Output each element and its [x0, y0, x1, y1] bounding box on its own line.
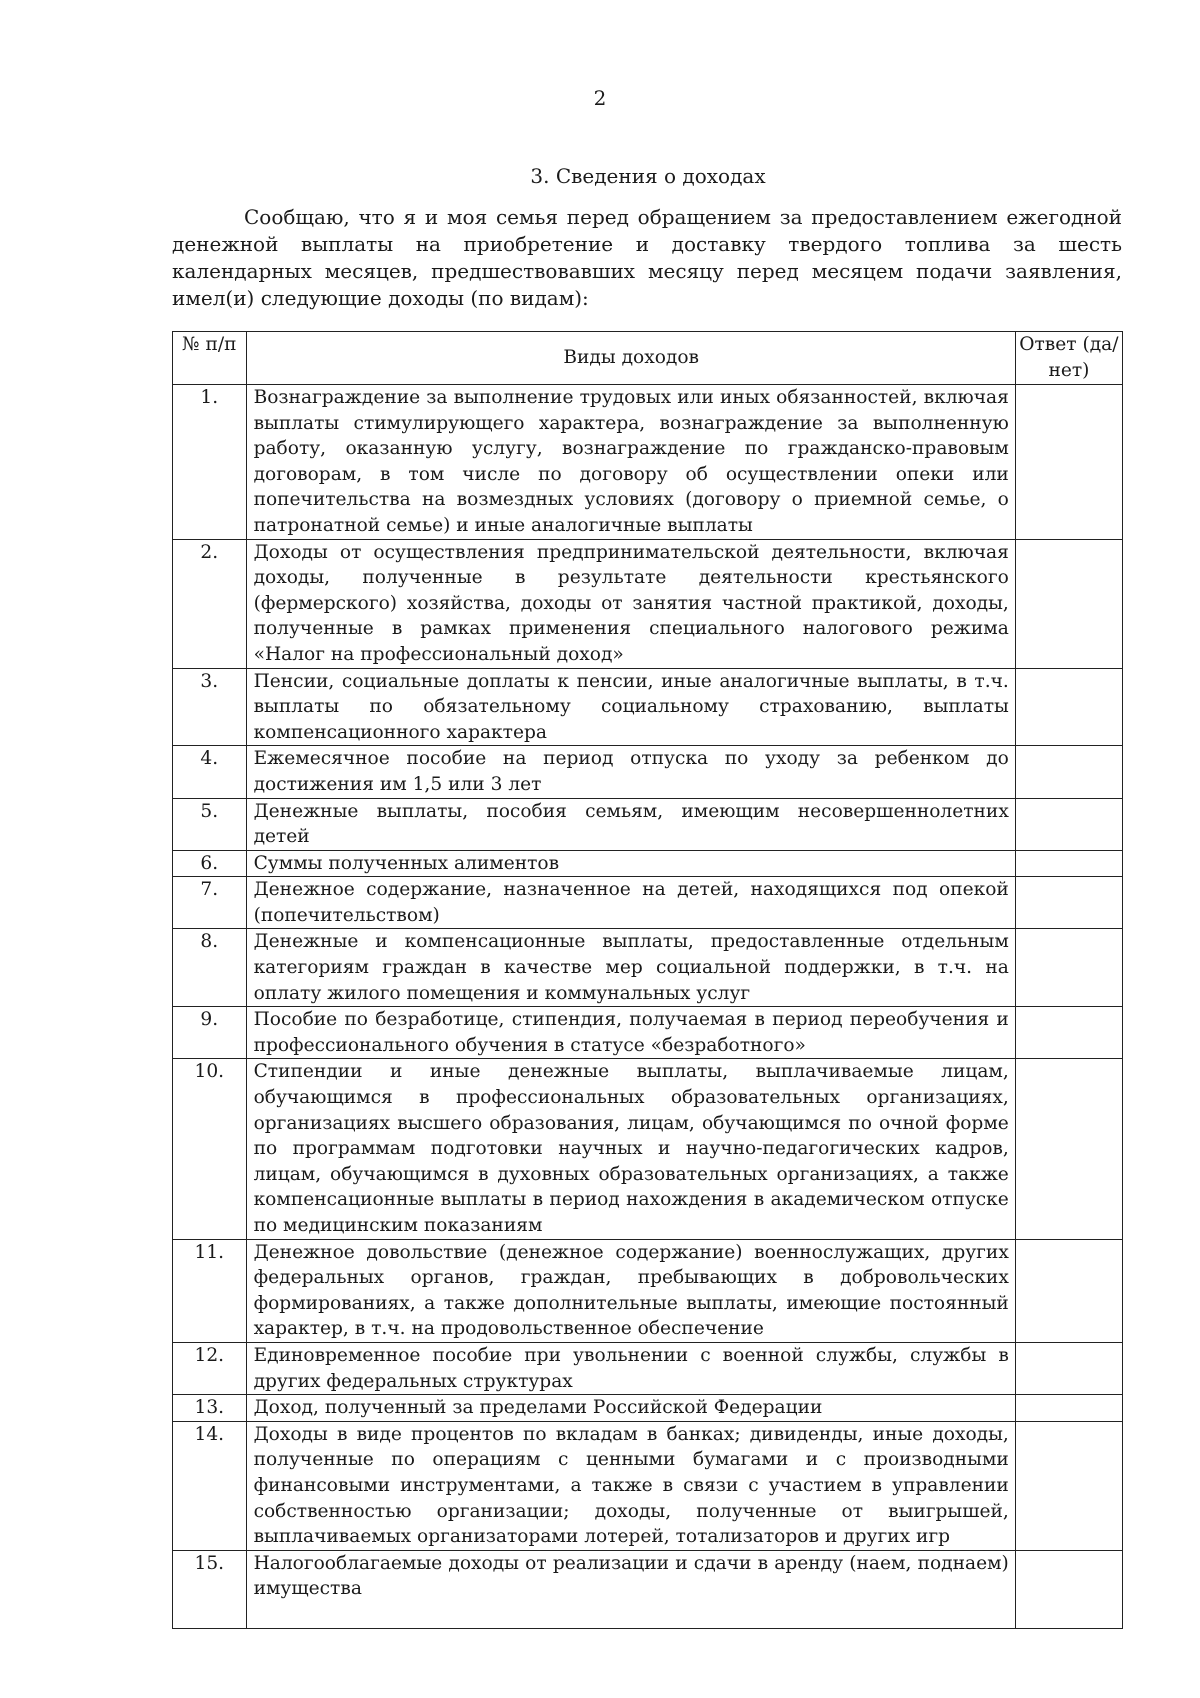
row-income-type	[246, 539, 1015, 668]
table-row	[173, 850, 1123, 877]
row-number: 7.	[173, 877, 247, 929]
table-row	[173, 877, 1123, 929]
row-number: 13.	[173, 1395, 247, 1422]
row-number: 12.	[173, 1342, 247, 1394]
header-income-type: Виды доходов	[246, 332, 1015, 385]
row-text: Пенсии, социальные доплаты к пенсии, иные аналогичные выплаты, в т.ч. выплаты по обязательному социальному страхованию, выплаты компенсационного характера	[253, 670, 1009, 743]
answer-cell[interactable]	[1015, 1550, 1122, 1628]
row-text: Вознаграждение за выполнение трудовых или иных обязанностей, включая выплаты стимулирующего характера, вознаграждение за выполненную работу, оказанную услугу, вознаграждение по гражданско-правовым договорам, в том числе по договору об осуществлении опеки или попечительства на возмездных условиях (договору о приемной семье, о патронатной семье) и иные аналогичные выплаты	[253, 387, 1009, 536]
row-income-type	[246, 798, 1015, 850]
row-income-type	[246, 877, 1015, 929]
table-row	[173, 1059, 1123, 1239]
row-text: Единовременное пособие при увольнении с военной службы, службы в других федеральных структурах	[253, 1344, 1009, 1392]
row-number: 9.	[173, 1007, 247, 1059]
row-income-type	[246, 1342, 1015, 1394]
row-text: Доходы в виде процентов по вкладам в банках; дивиденды, иные доходы, полученные по операциям с ценными бумагами и с производными финансовыми инструментами, а также в связи с участием в управлении собственностью организации; доходы, полученные от выигрышей, выплачиваемых организаторами лотерей, тотализаторов и других игр	[253, 1423, 1009, 1548]
row-text: Денежное довольствие (денежное содержание) военнослужащих, других федеральных органов, граждан, пребывающих в добровольческих формированиях, а также дополнительные выплаты, имеющие постоянный характер, в т.ч. на продовольственное обеспечение	[253, 1241, 1009, 1340]
answer-cell[interactable]	[1015, 929, 1122, 1007]
answer-cell[interactable]	[1015, 850, 1122, 877]
row-text: Денежные выплаты, пособия семьям, имеющим несовершеннолетних детей	[253, 800, 1009, 848]
row-text: Налогооблагаемые доходы от реализации и сдачи в аренду (наем, поднаем) имущества	[253, 1552, 1009, 1600]
row-income-type	[246, 1421, 1015, 1550]
row-text: Стипендии и иные денежные выплаты, выплачиваемые лицам, обучающимся в профессиональных образовательных организациях, организациях высшего образования, лицам, обучающимся по очной форме по программам подготовки научных и научно-педагогических кадров, лицам, обучающимся в духовных образовательных организациях, а также компенсационные выплаты в период нахождения в академическом отпуске по медицинским показаниям	[253, 1061, 1009, 1236]
row-number: 5.	[173, 798, 247, 850]
section-title: 3. Сведения о доходах	[530, 164, 766, 188]
row-income-type	[246, 1395, 1015, 1422]
row-number: 2.	[173, 539, 247, 668]
row-income-type	[246, 850, 1015, 877]
table-row	[173, 1239, 1123, 1342]
row-text: Суммы полученных алиментов	[253, 852, 560, 874]
table-row	[173, 385, 1123, 540]
answer-cell[interactable]	[1015, 798, 1122, 850]
answer-cell[interactable]	[1015, 1421, 1122, 1550]
row-income-type	[246, 1239, 1015, 1342]
row-text: Ежемесячное пособие на период отпуска по уходу за ребенком до достижения им 1,5 или 3 лет	[253, 748, 1009, 795]
row-text: Доход, полученный за пределами Российской Федерации	[253, 1397, 823, 1419]
table-row	[173, 539, 1123, 668]
answer-cell[interactable]	[1015, 1007, 1122, 1059]
answer-cell[interactable]	[1015, 668, 1122, 746]
row-income-type	[246, 1550, 1015, 1628]
header-number: № п/п	[173, 332, 247, 385]
row-number: 11.	[173, 1239, 247, 1342]
table-row	[173, 1007, 1123, 1059]
row-number: 1.	[173, 385, 247, 540]
table-header-row	[173, 332, 1123, 385]
answer-cell[interactable]	[1015, 746, 1122, 798]
answer-cell[interactable]	[1015, 877, 1122, 929]
row-number: 10.	[173, 1059, 247, 1239]
row-income-type	[246, 668, 1015, 746]
table-row	[173, 798, 1123, 850]
answer-cell[interactable]	[1015, 1395, 1122, 1422]
row-text: Пособие по безработице, стипендия, получаемая в период переобучения и профессионального обучения в статусе «безработного»	[253, 1009, 1009, 1056]
row-text: Доходы от осуществления предпринимательской деятельности, включая доходы, полученные в результате деятельности крестьянского (фермерского) хозяйства, доходы от занятия частной практикой, доходы, полученные в рамках применения специального налогового режима «Налог на профессиональный доход»	[253, 541, 1009, 665]
table-row	[173, 1342, 1123, 1394]
row-number: 6.	[173, 850, 247, 877]
table-row	[173, 668, 1123, 746]
row-income-type	[246, 1007, 1015, 1059]
header-answer: Ответ (да/нет)	[1015, 332, 1122, 385]
answer-cell[interactable]	[1015, 1239, 1122, 1342]
row-number: 14.	[173, 1421, 247, 1550]
row-number: 4.	[173, 746, 247, 798]
answer-cell[interactable]	[1015, 539, 1122, 668]
answer-cell[interactable]	[1015, 385, 1122, 540]
intro-paragraph: Сообщаю, что я и моя семья перед обращением за предоставлением ежегодной денежной выплаты на приобретение и доставку твердого топлива за шесть календарных месяцев, предшествовавших месяцу перед месяцем подачи заявления, имел(и) следующие доходы (по видам):	[172, 205, 1122, 310]
table-row	[173, 929, 1123, 1007]
row-number: 15.	[173, 1550, 247, 1628]
table-row	[173, 746, 1123, 798]
table-row	[173, 1421, 1123, 1550]
row-income-type	[246, 385, 1015, 540]
answer-cell[interactable]	[1015, 1059, 1122, 1239]
page-number: 2	[593, 86, 607, 110]
row-income-type	[246, 929, 1015, 1007]
table-row	[173, 1550, 1123, 1628]
row-number: 3.	[173, 668, 247, 746]
income-table	[172, 331, 1123, 1629]
answer-cell[interactable]	[1015, 1342, 1122, 1394]
row-income-type	[246, 1059, 1015, 1239]
row-text: Денежные и компенсационные выплаты, предоставленные отдельным категориям граждан в качестве мер социальной поддержки, в т.ч. на оплату жилого помещения и коммунальных услуг	[253, 931, 1009, 1004]
table-row	[173, 1395, 1123, 1422]
row-text: Денежное содержание, назначенное на детей, находящихся под опекой (попечительством)	[253, 879, 1009, 926]
row-income-type	[246, 746, 1015, 798]
row-number: 8.	[173, 929, 247, 1007]
